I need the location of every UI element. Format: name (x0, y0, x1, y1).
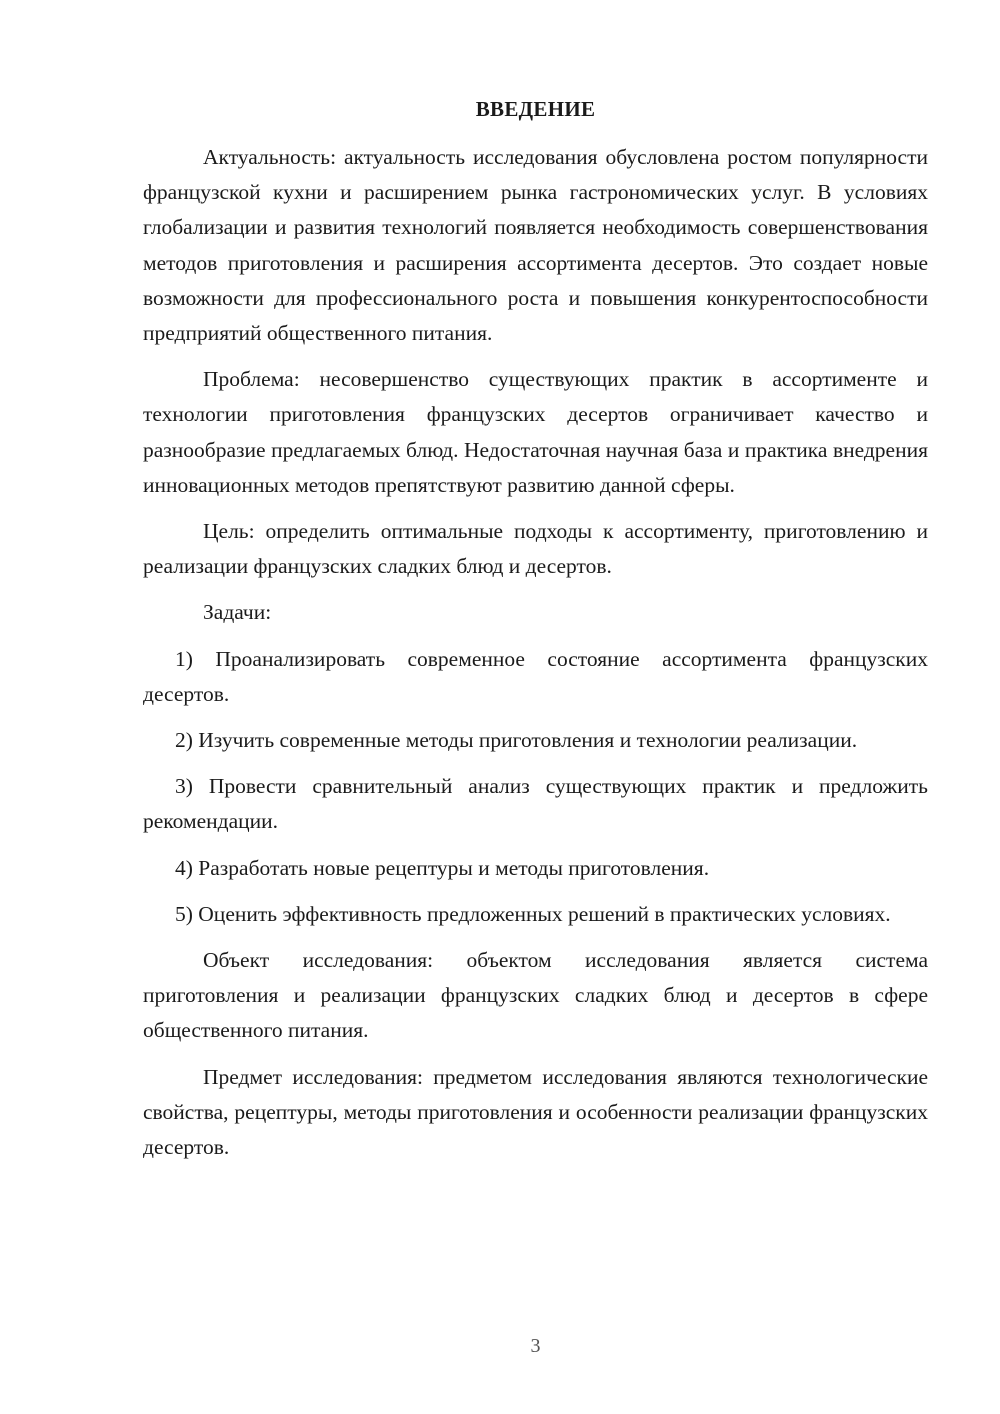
object-paragraph: Объект исследования: объектом исследования является система приготовления и реализации французских сладких блюд и десертов в сфере общественного питания. (143, 948, 928, 1043)
relevance-paragraph: Актуальность: актуальность исследования обусловлена ростом популярности французской кухни и расширением рынка гастрономических услуг. В условиях глобализации и развития технологий появляется необходимость совершенствования методов приготовления и расширения ассортимента десертов. Это создает новые возможности для профессионального роста и повышения конкурентоспособности предприятий общественного питания. (143, 145, 928, 346)
goal-paragraph: Цель: определить оптимальные подходы к ассортименту, приготовлению и реализации французских сладких блюд и десертов. (143, 519, 928, 579)
task-item: 2) Изучить современные методы приготовления и технологии реализации. (175, 728, 858, 753)
document-page (143, 92, 928, 1176)
page-title: ВВЕДЕНИЕ (475, 97, 596, 121)
tasks-heading: Задачи: (203, 600, 272, 625)
subject-paragraph: Предмет исследования: предметом исследования являются технологические свойства, рецептуры, методы приготовления и особенности реализации французских десертов. (143, 1064, 928, 1160)
problem-paragraph: Проблема: несовершенство существующих практик в ассортименте и технологии приготовления французских десертов ограничивает качество и разнообразие предлагаемых блюд. Недостаточная научная база и практика внедрения инновационных методов препятствуют развитию данной сферы. (143, 367, 928, 497)
page-number: 3 (530, 1335, 541, 1357)
task-item: 3) Провести сравнительный анализ существующих практик и предложить рекомендации. (143, 774, 928, 834)
task-item: 1) Проанализировать современное состояние ассортимента французских десертов. (143, 646, 928, 706)
task-item: 4) Разработать новые рецептуры и методы приготовления. (175, 855, 710, 880)
task-item: 5) Оценить эффективность предложенных решений в практических условиях. (175, 901, 891, 926)
